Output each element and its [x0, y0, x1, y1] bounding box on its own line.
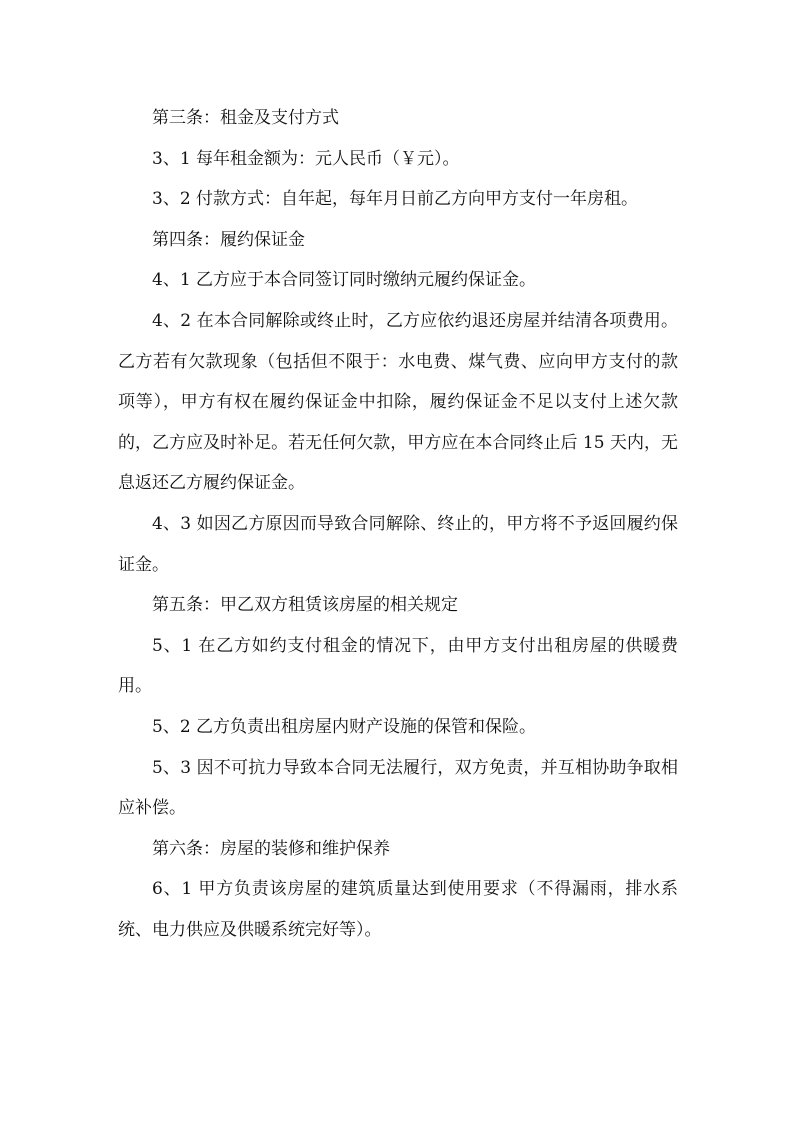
article-3-heading: 第三条：租金及支付方式 — [152, 108, 339, 128]
document-body — [118, 98, 678, 950]
clause-4-3: 4、3 如因乙方原因而导致合同解除、终止的，甲方将不予返回履约保证金。 — [118, 513, 678, 575]
clause-4-1: 4、1 乙方应于本合同签订同时缴纳元履约保证金。 — [152, 270, 537, 291]
clause-3-1: 3、1 每年租金额为：元人民币（￥元）。 — [152, 148, 460, 169]
article-6-heading: 第六条：房屋的装修和维护保养 — [152, 838, 390, 859]
article-4-heading: 第四条：履约保证金 — [152, 229, 305, 250]
article-5-heading: 第五条：甲乙双方租赁该房屋的相关规定 — [152, 595, 458, 616]
clause-4-2: 4、2 在本合同解除或终止时，乙方应依约退还房屋并结清各项费用。乙方若有欠款现象（包括但不限于：水电费、煤气费、应向甲方支付的款项等），甲方有权在履约保证金中扣除，履约保证金不足以支付上述欠款的，乙方应及时补足。若无任何欠款，甲方应在本合同终止后 15 天内，无息返还乙方履约保证金。 — [118, 310, 678, 494]
clause-6-1: 6、1 甲方负责该房屋的建筑质量达到使用要求（不得漏雨，排水系统、电力供应及供暖系统完好等）。 — [118, 879, 678, 940]
clause-5-3: 5、3 因不可抗力导致本合同无法履行，双方免责，并互相协助争取相应补偿。 — [118, 757, 678, 819]
clause-3-2: 3、2 付款方式：自年起，每年月日前乙方向甲方支付一年房租。 — [152, 189, 639, 210]
clause-5-2: 5、2 乙方负责出租房屋内财产设施的保管和保险。 — [152, 716, 537, 737]
clause-5-1: 5、1 在乙方如约支付租金的情况下，由甲方支付出租房屋的供暖费用。 — [118, 635, 678, 697]
